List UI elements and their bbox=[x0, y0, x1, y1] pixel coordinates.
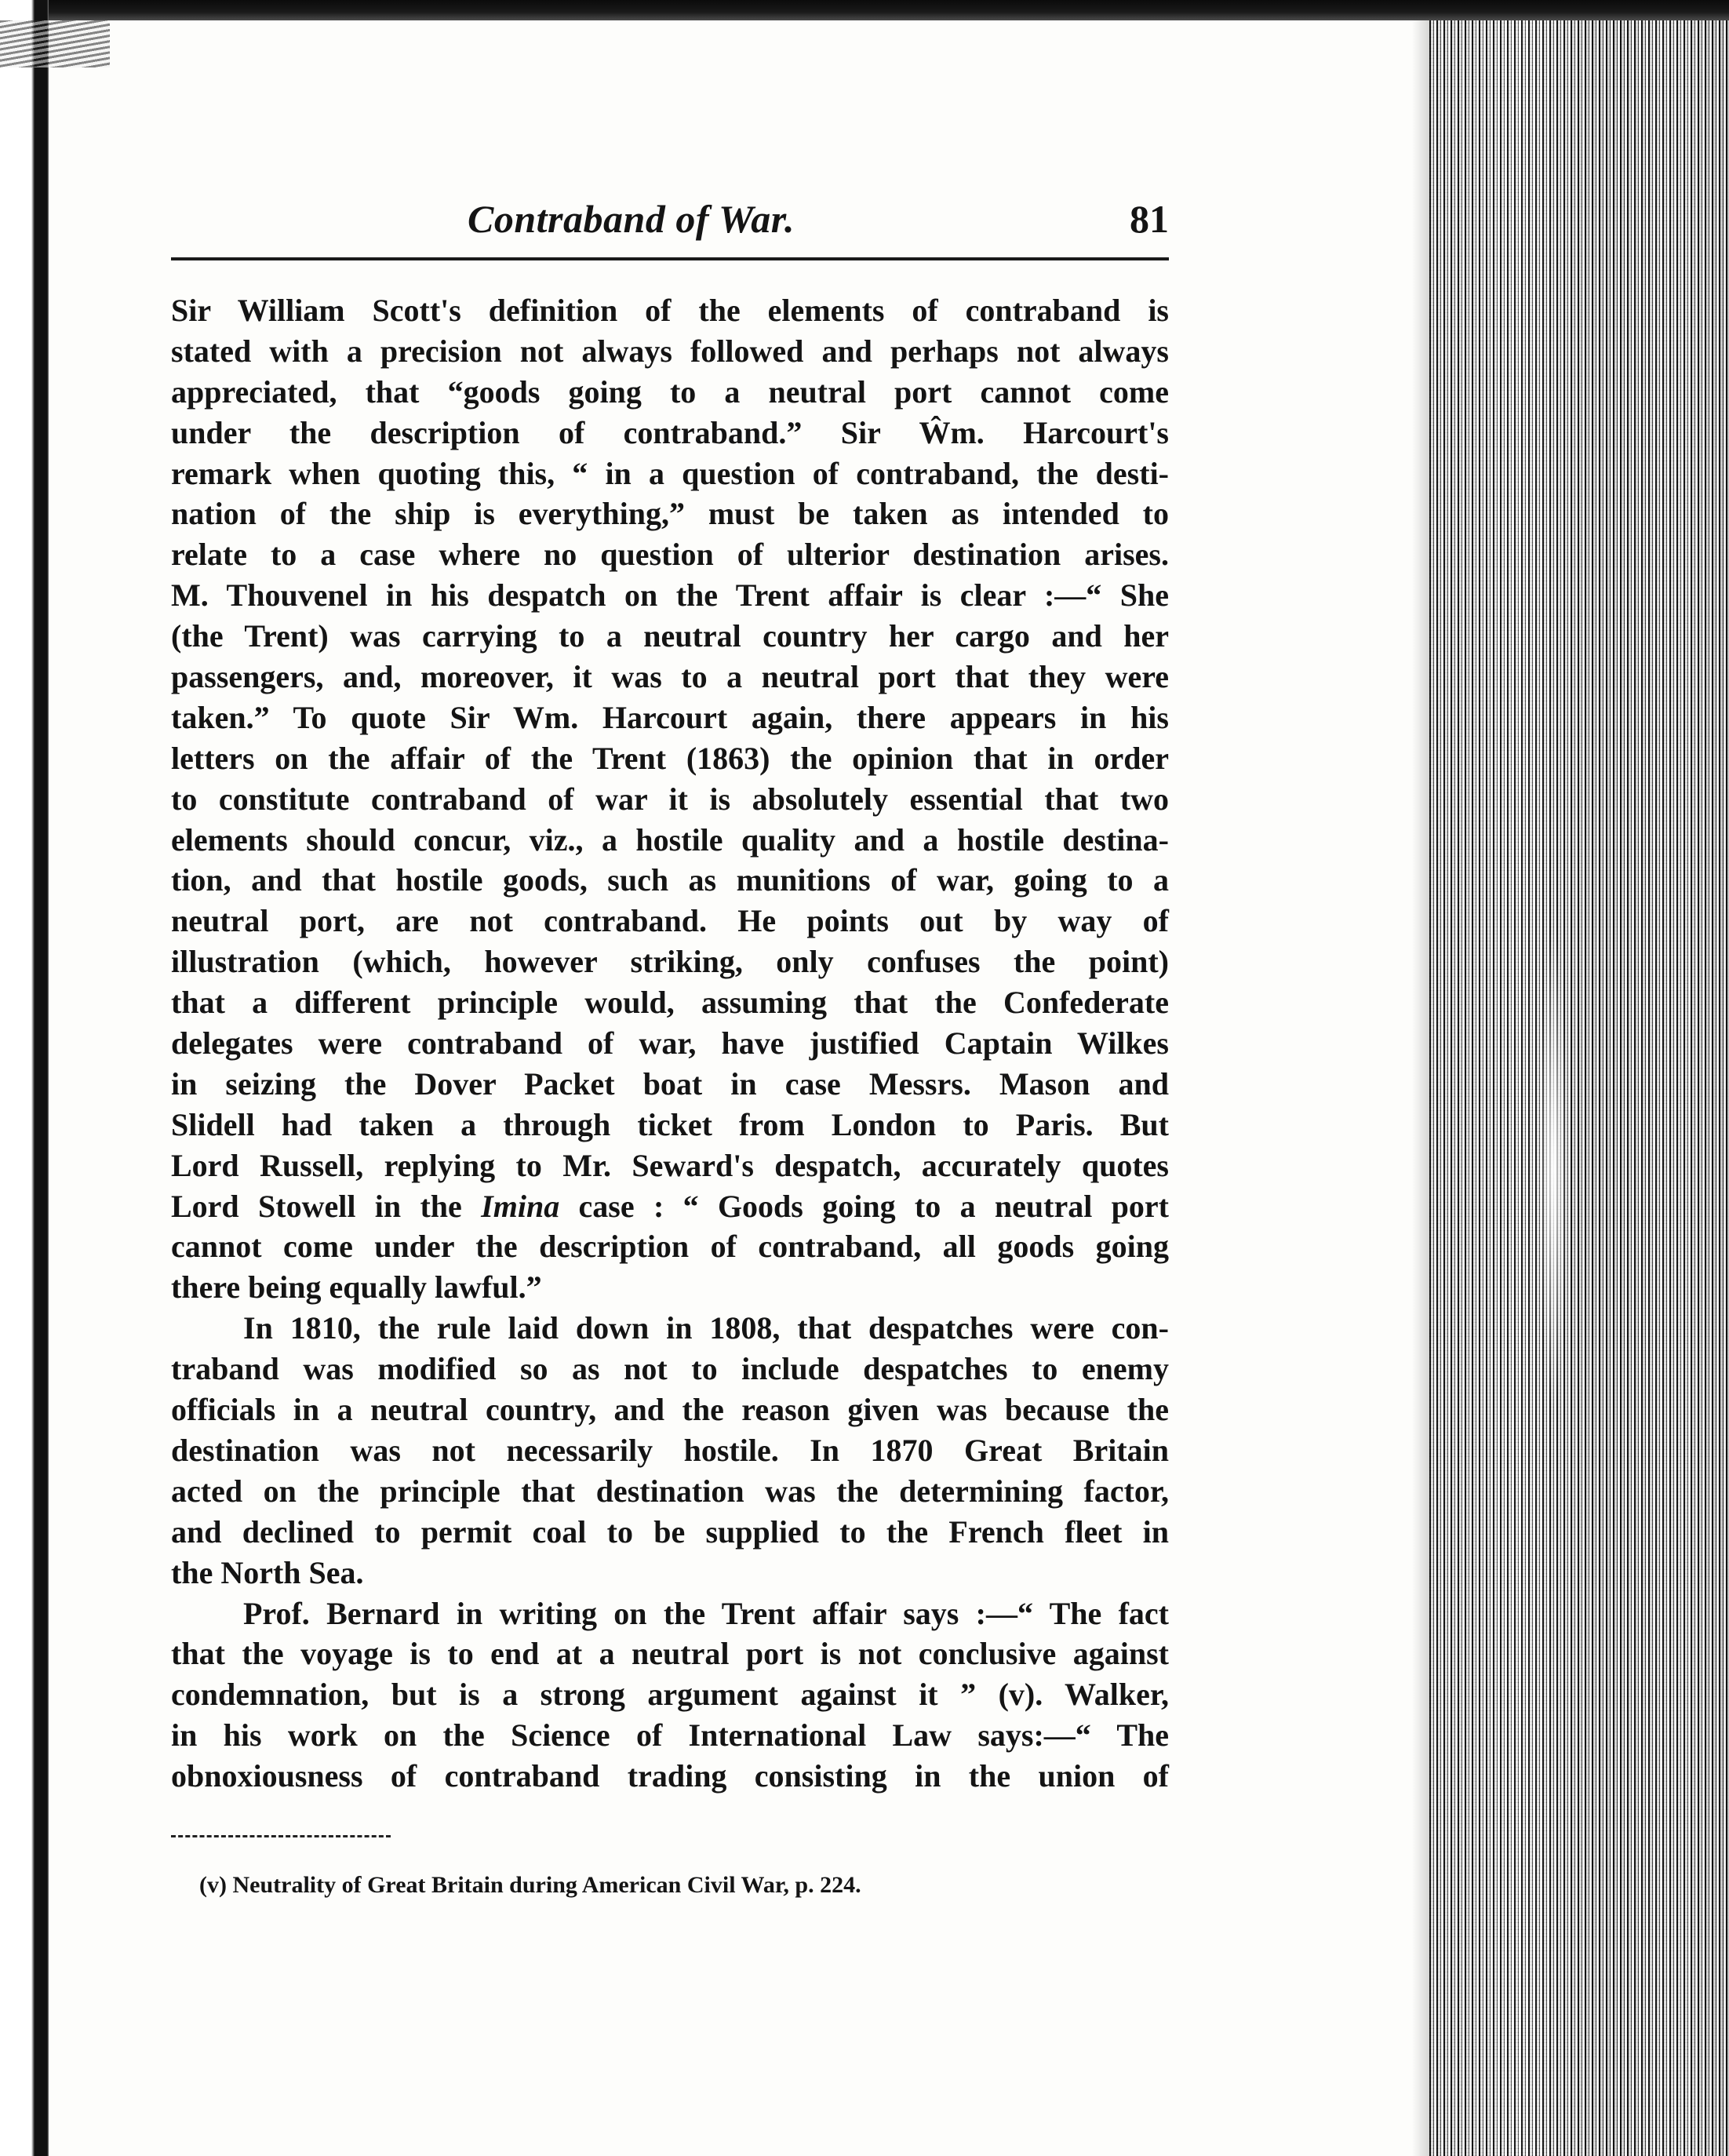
text-line: traband was modified so as not to include despatches to enemy bbox=[171, 1351, 1169, 1387]
binding-highlight bbox=[1539, 926, 1567, 1412]
text-line: M. Thouvenel in his despatch on the Trent affair is clear :—“ She bbox=[171, 577, 1169, 614]
scan-top-border bbox=[0, 0, 1729, 20]
text-line: delegates were contraband of war, have justified Captain Wilkes bbox=[171, 1025, 1169, 1062]
text-line: that a different principle would, assuming that the Confederate bbox=[171, 985, 1169, 1021]
text-line: in his work on the Science of International Law says:—“ The bbox=[171, 1717, 1169, 1754]
case-name-italic: Imina bbox=[481, 1188, 560, 1224]
text-line: Sir William Scott's definition of the elements of contraband is bbox=[171, 293, 1169, 328]
text-line: acted on the principle that destination was the determining factor, bbox=[171, 1473, 1169, 1509]
text-line: obnoxiousness of contraband trading consisting in the union of bbox=[171, 1758, 1169, 1794]
text-line: In 1810, the rule laid down in 1808, that despatches were con- bbox=[243, 1310, 1169, 1346]
text-line: stated with a precision not always followed and perhaps not always bbox=[171, 333, 1169, 369]
running-title: Contraband of War. bbox=[468, 197, 795, 241]
text-line: cannot come under the description of contraband, all goods going bbox=[171, 1229, 1169, 1265]
book-binding-strip bbox=[1429, 20, 1729, 2156]
text-line: to constitute contraband of war it is absolutely essential that two bbox=[171, 781, 1169, 817]
text-line: remark when quoting this, “ in a question of contraband, the desti- bbox=[171, 455, 1169, 491]
text-line: in seizing the Dover Packet boat in case Messrs. Mason and bbox=[171, 1065, 1169, 1102]
page-number: 81 bbox=[1130, 197, 1169, 241]
text-line: Prof. Bernard in writing on the Trent affair says :—“ The fact bbox=[243, 1595, 1169, 1631]
text-line: destination was not necessarily hostile. In 1870 Great Britain bbox=[171, 1432, 1169, 1468]
text-line: (the Trent) was carrying to a neutral country her cargo and her bbox=[171, 618, 1169, 654]
text-line: that the voyage is to end at a neutral port is not conclusive against bbox=[171, 1636, 1169, 1672]
body-text bbox=[171, 290, 1169, 1797]
footnote-rule bbox=[171, 1835, 391, 1837]
scan-left-border bbox=[0, 0, 49, 2156]
text-line: officials in a neutral country, and the reason given was because the bbox=[171, 1392, 1169, 1428]
text-line: neutral port, are not contraband. He points out by way of bbox=[171, 903, 1169, 939]
text-line: and declined to permit coal to be supplied to the French fleet in bbox=[171, 1513, 1169, 1550]
text-line: the North Sea. bbox=[171, 1554, 364, 1590]
running-header bbox=[171, 190, 1169, 253]
text-line: elements should concur, viz., a hostile quality and a hostile destina- bbox=[171, 821, 1169, 858]
scan-artifact bbox=[0, 20, 110, 67]
text-line: tion, and that hostile goods, such as munitions of war, going to a bbox=[171, 862, 1169, 898]
text-line: taken.” To quote Sir Wm. Harcourt again, there appears in his bbox=[171, 699, 1169, 735]
text-line: Lord Stowell in the Imina case : “ Goods going to a neutral port bbox=[171, 1188, 1169, 1224]
text-line: under the description of contraband.” Sir Ŵm. Harcourt's bbox=[171, 414, 1169, 450]
text-line: nation of the ship is everything,” must be taken as intended to bbox=[171, 496, 1169, 532]
text-line: relate to a case where no question of ulterior destination arises. bbox=[171, 537, 1169, 573]
text-line: Lord Russell, replying to Mr. Seward's despatch, accurately quotes bbox=[171, 1147, 1169, 1183]
header-rule bbox=[171, 257, 1169, 260]
text-line: letters on the affair of the Trent (1863) the opinion that in order bbox=[171, 740, 1169, 776]
text-line: Slidell had taken a through ticket from London to Paris. But bbox=[171, 1106, 1169, 1142]
text-line: passengers, and, moreover, it was to a neutral port that they were bbox=[171, 659, 1169, 695]
text-line: there being equally lawful.” bbox=[171, 1269, 542, 1306]
text-line: appreciated, that “goods going to a neutral port cannot come bbox=[171, 373, 1169, 410]
text-line: illustration (which, however striking, only confuses the point) bbox=[171, 944, 1169, 980]
text-line: condemnation, but is a strong argument against it ” (v). Walker, bbox=[171, 1677, 1169, 1713]
footnote: (v) Neutrality of Great Britain during American Civil War, p. 224. bbox=[199, 1872, 861, 1898]
